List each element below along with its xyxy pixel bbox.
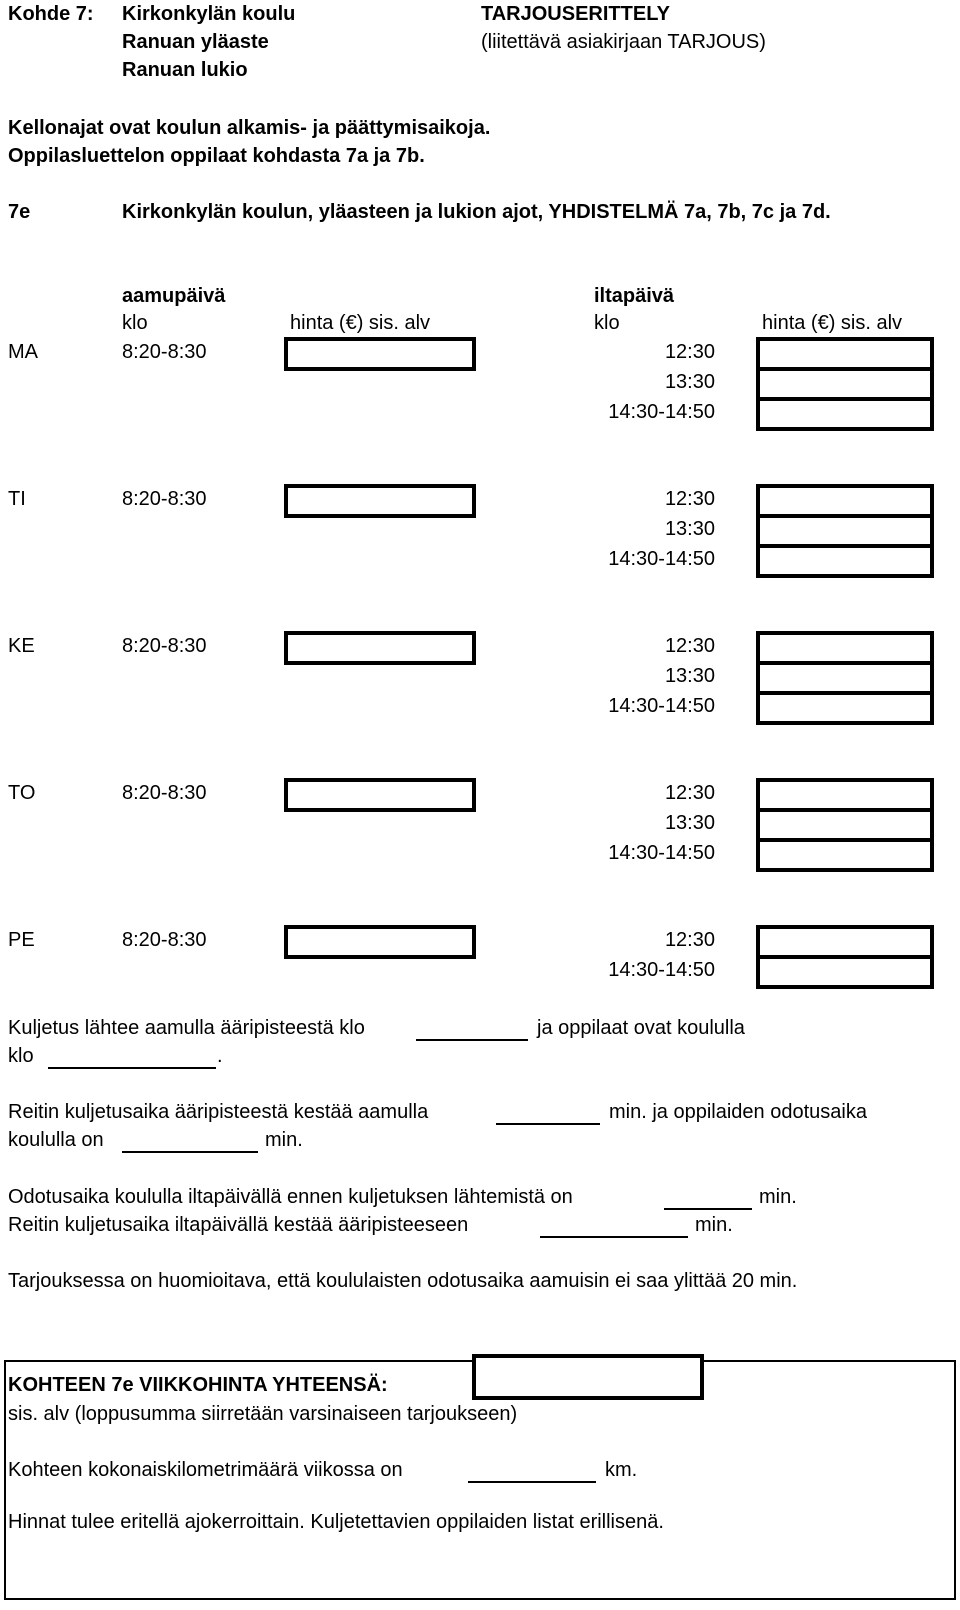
price-field-ke-afternoon-2[interactable] bbox=[756, 661, 934, 695]
price-field-ma-afternoon-3[interactable] bbox=[756, 397, 934, 431]
price-field-to-afternoon-3[interactable] bbox=[756, 838, 934, 872]
departure-text: Kuljetus lähtee aamulla ääripisteestä klo bbox=[8, 1017, 365, 1039]
at-school-text: koululla on bbox=[8, 1129, 104, 1151]
afternoon-header: iltapäivä bbox=[594, 285, 675, 307]
price-field-ti-afternoon-2[interactable] bbox=[756, 514, 934, 548]
day-label-ke: KE bbox=[8, 635, 35, 657]
price-field-ma-afternoon-1[interactable] bbox=[756, 337, 934, 371]
afternoon-time-ke-2: 13:30 bbox=[664, 665, 715, 687]
arrival-klo-text: klo bbox=[8, 1045, 34, 1067]
afternoon-duration-blank[interactable] bbox=[540, 1236, 688, 1238]
km-text: Kohteen kokonaiskilometrimäärä viikossa on bbox=[8, 1459, 403, 1481]
morning-time-ma: 8:20-8:30 bbox=[122, 341, 207, 363]
price-field-ke-afternoon-1[interactable] bbox=[756, 631, 934, 665]
note-student-list: Oppilasluettelon oppilaat kohdasta 7a ja 7b. bbox=[8, 145, 425, 167]
arrival-period: . bbox=[217, 1045, 223, 1067]
waiting-limit-note: Tarjouksessa on huomioitava, että koululaisten odotusaika aamuisin ei saa ylittää 20 min. bbox=[8, 1270, 798, 1292]
afternoon-time-ti-1: 12:30 bbox=[664, 488, 715, 510]
morning-duration-text: Reitin kuljetusaika ääripisteestä kestää aamulla bbox=[8, 1101, 429, 1123]
arrival-text: ja oppilaat ovat koululla bbox=[537, 1017, 745, 1039]
school-name-1: Kirkonkylän koulu bbox=[122, 3, 296, 25]
price-field-ma-morning[interactable] bbox=[284, 337, 476, 371]
price-field-ke-morning[interactable] bbox=[284, 631, 476, 665]
document-subtitle: (liitettävä asiakirjaan TARJOUS) bbox=[481, 31, 766, 53]
afternoon-time-to-1: 12:30 bbox=[664, 782, 715, 804]
waiting-time-blank[interactable] bbox=[122, 1151, 258, 1153]
afternoon-klo-header: klo bbox=[594, 312, 620, 334]
departure-time-blank[interactable] bbox=[416, 1039, 528, 1041]
day-label-ti: TI bbox=[8, 488, 26, 510]
weekly-total-label: KOHTEEN 7e VIIKKOHINTA YHTEENSÄ: bbox=[8, 1374, 388, 1396]
afternoon-price-header: hinta (€) sis. alv bbox=[762, 312, 903, 334]
weekly-total-note: sis. alv (loppusumma siirretään varsinaiseen tarjoukseen) bbox=[8, 1403, 518, 1425]
kohde-label: Kohde 7: bbox=[8, 3, 94, 25]
waiting-min-text: min. bbox=[265, 1129, 303, 1151]
price-field-to-afternoon-1[interactable] bbox=[756, 778, 934, 812]
day-label-ma: MA bbox=[8, 341, 38, 363]
afternoon-time-to-2: 13:30 bbox=[664, 812, 715, 834]
morning-time-ti: 8:20-8:30 bbox=[122, 488, 207, 510]
afternoon-wait-blank[interactable] bbox=[664, 1208, 752, 1210]
morning-price-header: hinta (€) sis. alv bbox=[290, 312, 431, 334]
day-label-to: TO bbox=[8, 782, 36, 804]
school-name-2: Ranuan yläaste bbox=[122, 31, 269, 53]
route-code: 7e bbox=[8, 201, 31, 223]
price-field-ma-afternoon-2[interactable] bbox=[756, 367, 934, 401]
km-blank[interactable] bbox=[468, 1481, 596, 1483]
route-description: Kirkonkylän koulun, yläasteen ja lukion ajot, YHDISTELMÄ 7a, 7b, 7c ja 7d. bbox=[122, 201, 831, 223]
morning-duration-blank[interactable] bbox=[496, 1123, 600, 1125]
price-field-pe-afternoon-1[interactable] bbox=[756, 925, 934, 959]
school-name-3: Ranuan lukio bbox=[122, 59, 248, 81]
afternoon-time-ma-3: 14:30-14:50 bbox=[608, 401, 715, 423]
afternoon-time-ke-1: 12:30 bbox=[664, 635, 715, 657]
afternoon-time-ke-3: 14:30-14:50 bbox=[608, 695, 715, 717]
price-field-ti-afternoon-3[interactable] bbox=[756, 544, 934, 578]
afternoon-time-pe-1: 12:30 bbox=[664, 929, 715, 951]
price-field-pe-morning[interactable] bbox=[284, 925, 476, 959]
morning-header: aamupäivä bbox=[122, 285, 226, 307]
afternoon-time-to-3: 14:30-14:50 bbox=[608, 842, 715, 864]
afternoon-duration-text: Reitin kuljetusaika iltapäivällä kestää ääripisteeseen bbox=[8, 1214, 469, 1236]
price-field-to-afternoon-2[interactable] bbox=[756, 808, 934, 842]
km-unit: km. bbox=[605, 1459, 638, 1481]
price-field-to-morning[interactable] bbox=[284, 778, 476, 812]
afternoon-wait-min: min. bbox=[759, 1186, 797, 1208]
morning-klo-header: klo bbox=[122, 312, 148, 334]
morning-time-ke: 8:20-8:30 bbox=[122, 635, 207, 657]
afternoon-time-pe-2: 14:30-14:50 bbox=[608, 959, 715, 981]
day-label-pe: PE bbox=[8, 929, 35, 951]
afternoon-time-ma-1: 12:30 bbox=[664, 341, 715, 363]
afternoon-time-ti-3: 14:30-14:50 bbox=[608, 548, 715, 570]
price-field-pe-afternoon-2[interactable] bbox=[756, 955, 934, 989]
waiting-time-text: min. ja oppilaiden odotusaika bbox=[609, 1101, 867, 1123]
price-field-ti-morning[interactable] bbox=[284, 484, 476, 518]
document-title: TARJOUSERITTELY bbox=[481, 3, 670, 25]
price-field-ti-afternoon-1[interactable] bbox=[756, 484, 934, 518]
price-field-ke-afternoon-3[interactable] bbox=[756, 691, 934, 725]
afternoon-time-ma-2: 13:30 bbox=[664, 371, 715, 393]
weekly-total-field[interactable] bbox=[472, 1354, 704, 1400]
morning-time-to: 8:20-8:30 bbox=[122, 782, 207, 804]
arrival-time-blank[interactable] bbox=[48, 1067, 216, 1069]
note-times: Kellonajat ovat koulun alkamis- ja päättymisaikoja. bbox=[8, 117, 491, 139]
afternoon-time-ti-2: 13:30 bbox=[664, 518, 715, 540]
footer-note: Hinnat tulee eritellä ajokerroittain. Kuljetettavien oppilaiden listat erillisenä. bbox=[8, 1511, 664, 1533]
afternoon-duration-min: min. bbox=[695, 1214, 733, 1236]
afternoon-wait-text: Odotusaika koululla iltapäivällä ennen kuljetuksen lähtemistä on bbox=[8, 1186, 573, 1208]
morning-time-pe: 8:20-8:30 bbox=[122, 929, 207, 951]
